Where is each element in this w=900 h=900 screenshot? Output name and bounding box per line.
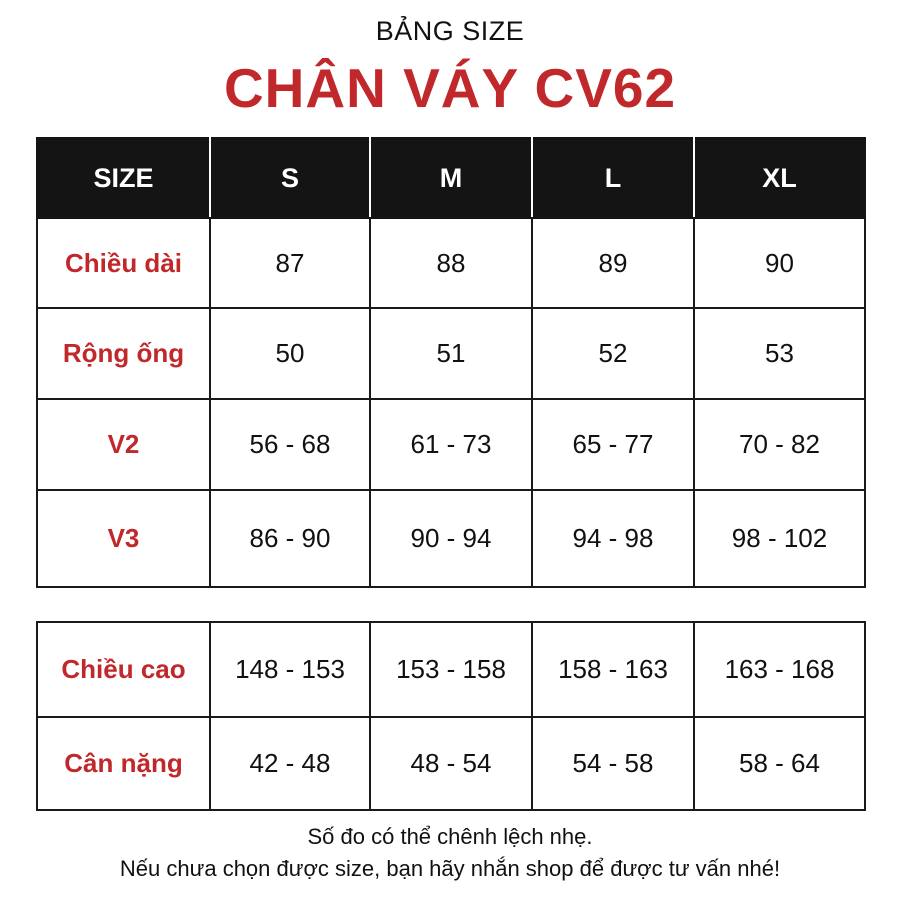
table-cell: 42 - 48	[210, 717, 370, 810]
column-header-m: M	[370, 138, 532, 218]
table-row	[37, 490, 865, 587]
table-row	[37, 308, 865, 399]
table-row	[37, 218, 865, 308]
table-cell: 51	[370, 308, 532, 399]
page-subtitle: BẢNG SIZE	[375, 16, 525, 46]
body-measurement-table	[36, 621, 866, 811]
row-label-height: Chiều cao	[37, 622, 210, 717]
size-header-row	[37, 138, 865, 218]
table-cell: 48 - 54	[370, 717, 532, 810]
table-cell: 88	[370, 218, 532, 308]
table-cell: 86 - 90	[210, 490, 370, 587]
table-row	[37, 717, 865, 810]
table-row	[37, 622, 865, 717]
row-label-hem-width: Rộng ống	[37, 308, 210, 399]
column-header-size: SIZE	[37, 138, 210, 218]
table-cell: 53	[694, 308, 865, 399]
table-cell: 90	[694, 218, 865, 308]
row-label-length: Chiều dài	[37, 218, 210, 308]
column-header-xl: XL	[694, 138, 865, 218]
table-cell: 163 - 168	[694, 622, 865, 717]
table-cell: 61 - 73	[370, 399, 532, 490]
table-cell: 58 - 64	[694, 717, 865, 810]
table-cell: 148 - 153	[210, 622, 370, 717]
page-title: CHÂN VÁY CV62	[223, 57, 677, 119]
table-cell: 89	[532, 218, 694, 308]
table-cell: 56 - 68	[210, 399, 370, 490]
size-table	[36, 137, 866, 588]
table-cell: 94 - 98	[532, 490, 694, 587]
table-cell: 50	[210, 308, 370, 399]
table-row	[37, 399, 865, 490]
footer-note-contact: Nếu chưa chọn được size, bạn hãy nhắn shop để được tư vấn nhé!	[119, 856, 781, 881]
row-label-v3: V3	[37, 490, 210, 587]
column-header-l: L	[532, 138, 694, 218]
table-cell: 65 - 77	[532, 399, 694, 490]
table-cell: 52	[532, 308, 694, 399]
table-cell: 54 - 58	[532, 717, 694, 810]
table-cell: 87	[210, 218, 370, 308]
table-cell: 158 - 163	[532, 622, 694, 717]
column-header-s: S	[210, 138, 370, 218]
row-label-v2: V2	[37, 399, 210, 490]
table-cell: 90 - 94	[370, 490, 532, 587]
table-cell: 70 - 82	[694, 399, 865, 490]
table-cell: 153 - 158	[370, 622, 532, 717]
row-label-weight: Cân nặng	[37, 717, 210, 810]
table-cell: 98 - 102	[694, 490, 865, 587]
footer-note-variance: Số đo có thể chênh lệch nhẹ.	[307, 824, 593, 849]
